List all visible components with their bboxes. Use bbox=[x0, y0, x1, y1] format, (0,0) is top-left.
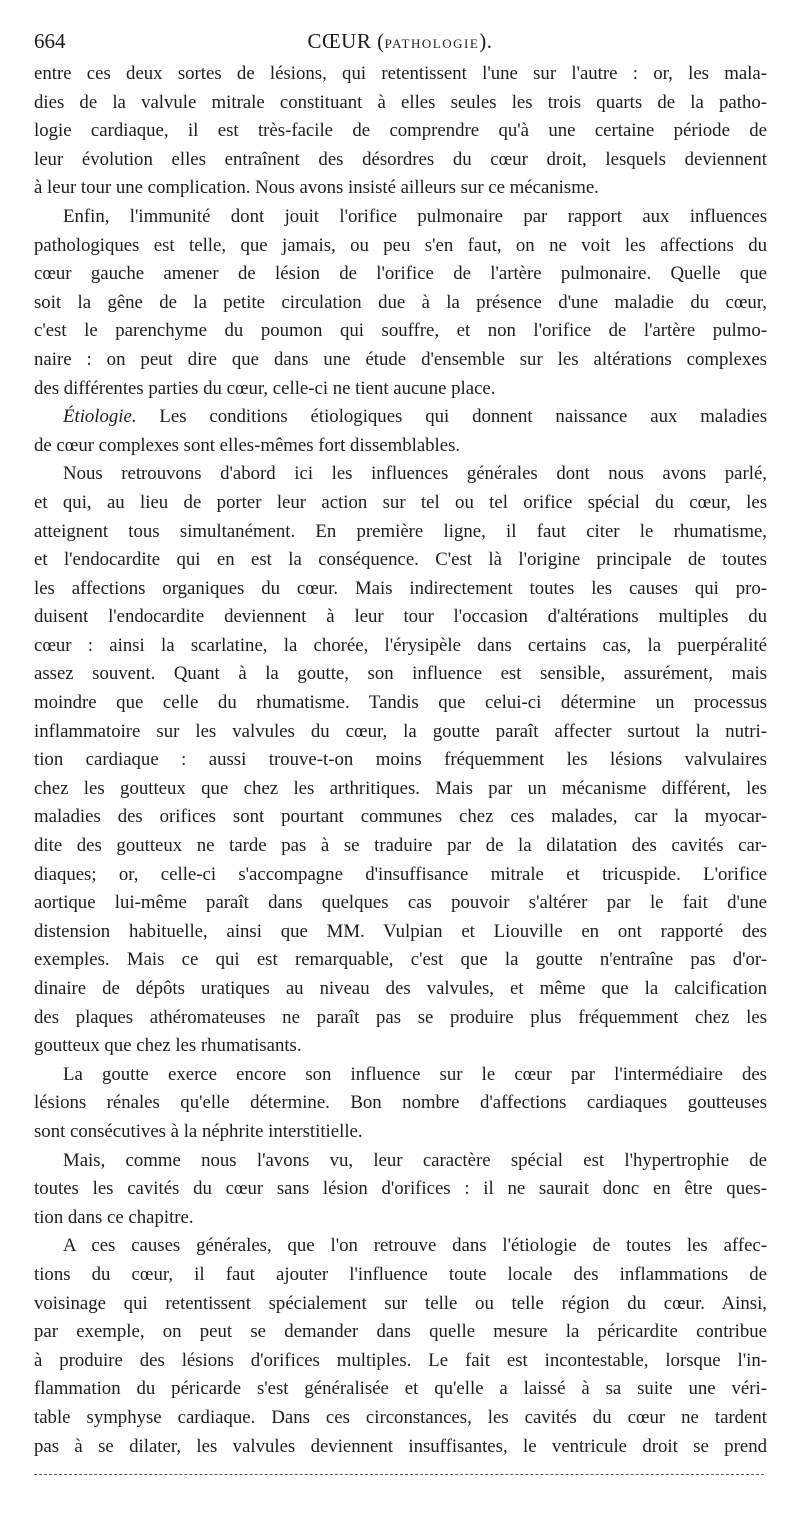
section-heading-etiologie: Étiologie. bbox=[63, 406, 137, 428]
text-line: distension habituelle, ainsi que MM. Vulpian et Liouville en ont rapporté des bbox=[34, 920, 767, 942]
text-line: lésions rénales qu'elle détermine. Bon nombre d'affections cardiaques goutteuses bbox=[34, 1092, 767, 1114]
text-line: pas à se dilater, les valvules deviennent insuffisantes, le ventricule droit se prend bbox=[34, 1435, 767, 1457]
text-line: La goutte exerce encore son influence sur le cœur par l'intermédiaire des bbox=[63, 1063, 767, 1085]
text-line: par exemple, on peut se demander dans quelle mesure la péricardite contribue bbox=[34, 1321, 767, 1343]
text-line: Nous retrouvons d'abord ici les influences générales dont nous avons parlé, bbox=[63, 463, 767, 485]
text-line: chez les goutteux que chez les arthritiques. Mais par un mécanisme différent, les bbox=[34, 777, 767, 799]
text-line: assez souvent. Quant à la goutte, son influence est sensible, assurément, mais bbox=[34, 663, 767, 685]
text-line: c'est le parenchyme du poumon qui souffre, et non l'orifice de l'artère pulmo- bbox=[34, 320, 767, 342]
text-line: duisent l'endocardite deviennent à leur tour l'occasion d'altérations multiples du bbox=[34, 606, 767, 628]
text-line: cœur gauche amener de lésion de l'orifice de l'artère pulmonaire. Quelle que bbox=[34, 263, 767, 285]
text-line: pathologiques est telle, que jamais, ou peu s'en faut, on ne voit les affections du bbox=[34, 234, 767, 256]
text-line: et l'endocardite qui en est la conséquence. C'est là l'origine principale de toutes bbox=[34, 549, 767, 571]
text-line: de cœur complexes sont elles-mêmes fort dissemblables. bbox=[34, 434, 461, 456]
text-line: Enfin, l'immunité dont jouit l'orifice pulmonaire par rapport aux influences bbox=[63, 205, 767, 227]
text-line: à leur tour une complication. Nous avons insisté ailleurs sur ce mécanisme. bbox=[34, 177, 599, 199]
text-line: entre ces deux sortes de lésions, qui retentissent l'une sur l'autre : or, les mala- bbox=[34, 63, 767, 84]
text-line: et qui, au lieu de porter leur action sur tel ou tel orifice spécial du cœur, les bbox=[34, 491, 767, 513]
text-line: flammation du péricarde s'est généralisée et qu'elle a laissé à sa suite une véri- bbox=[34, 1378, 767, 1400]
text-line: maladies des orifices sont pourtant communes chez ces malades, car la myocar- bbox=[34, 806, 767, 828]
running-title-smallcaps: PATHOLOGIE bbox=[384, 36, 480, 51]
page-number: 664 bbox=[34, 29, 66, 53]
text-line: dite des goutteux ne tarde pas à se traduire par de la dilatation des cavités car- bbox=[34, 835, 767, 857]
text-line: exemples. Mais ce qui est remarquable, c'est que la goutte n'entraîne pas d'or- bbox=[34, 949, 767, 971]
text-line: table symphyse cardiaque. Dans ces circonstances, les cavités du cœur ne tardent bbox=[34, 1406, 767, 1428]
text-line: atteignent tous simultanément. En première ligne, il faut citer le rhumatisme, bbox=[34, 520, 767, 542]
text-line: A ces causes générales, que l'on retrouve dans l'étiologie de toutes les affec- bbox=[63, 1235, 767, 1257]
running-title bbox=[34, 28, 766, 57]
text-line: inflammatoire sur les valvules du cœur, la goutte paraît affecter surtout la nutri- bbox=[34, 720, 767, 742]
text-line: sont consécutives à la néphrite interstitielle. bbox=[34, 1120, 363, 1142]
text-line: à produire des lésions d'orifices multiples. Le fait est incontestable, lorsque l'in- bbox=[34, 1349, 767, 1371]
text-line: Étiologie. Les conditions étiologiques qui donnent naissance aux maladies bbox=[63, 406, 767, 428]
text-line: goutteux que chez les rhumatisants. bbox=[34, 1035, 302, 1057]
text-line: toutes les cavités du cœur sans lésion d'orifices : il ne saurait donc en être ques- bbox=[34, 1178, 767, 1200]
text-line: soit la gêne de la petite circulation due à la présence d'une maladie du cœur, bbox=[34, 291, 767, 313]
body-text bbox=[34, 60, 767, 1461]
text-line: diaques; or, celle-ci s'accompagne d'insuffisance mitrale et tricuspide. L'orifice bbox=[34, 863, 767, 885]
text-line: tion cardiaque : aussi trouve-t-on moins fréquemment les lésions valvulaires bbox=[34, 749, 767, 771]
page-header bbox=[34, 28, 766, 54]
text-line: tions du cœur, il faut ajouter l'influence toute locale des inflammations de bbox=[34, 1263, 767, 1285]
text-line: leur évolution elles entraînent des désordres du cœur droit, lesquels deviennent bbox=[34, 148, 767, 170]
text-line: naire : on peut dire que dans une étude d'ensemble sur les altérations complexes bbox=[34, 348, 767, 370]
text-line: des différentes parties du cœur, celle-ci ne tient aucune place. bbox=[34, 377, 496, 399]
text-line: logie cardiaque, il est très-facile de comprendre qu'à une certaine période de bbox=[34, 120, 767, 142]
text-line: aortique lui-même paraît dans quelques cas pouvoir s'altérer par le fait d'une bbox=[34, 892, 767, 914]
running-title-end: ). bbox=[479, 29, 493, 53]
text-line: dies de la valvule mitrale constituant à elles seules les trois quarts de la patho- bbox=[34, 91, 767, 113]
text-line: les affections organiques du cœur. Mais indirectement toutes les causes qui pro- bbox=[34, 577, 767, 599]
footer-dashed-rule bbox=[34, 1474, 764, 1475]
text-line: Mais, comme nous l'avons vu, leur caractère spécial est l'hypertrophie de bbox=[63, 1149, 767, 1171]
running-title-main: CŒUR ( bbox=[307, 29, 385, 53]
text-line: voisinage qui retentissent spécialement sur telle ou telle région du cœur. Ainsi, bbox=[34, 1292, 767, 1314]
text-line: des plaques athéromateuses ne paraît pas se produire plus fréquemment chez les bbox=[34, 1006, 767, 1028]
text-line: tion dans ce chapitre. bbox=[34, 1206, 194, 1228]
text-line: cœur : ainsi la scarlatine, la chorée, l'érysipèle dans certains cas, la puerpéralité bbox=[34, 634, 767, 656]
text-line: dinaire de dépôts uratiques au niveau des valvules, et même que la calcification bbox=[34, 978, 767, 999]
text-line: moindre que celle du rhumatisme. Tandis que celui-ci détermine un processus bbox=[34, 692, 767, 714]
